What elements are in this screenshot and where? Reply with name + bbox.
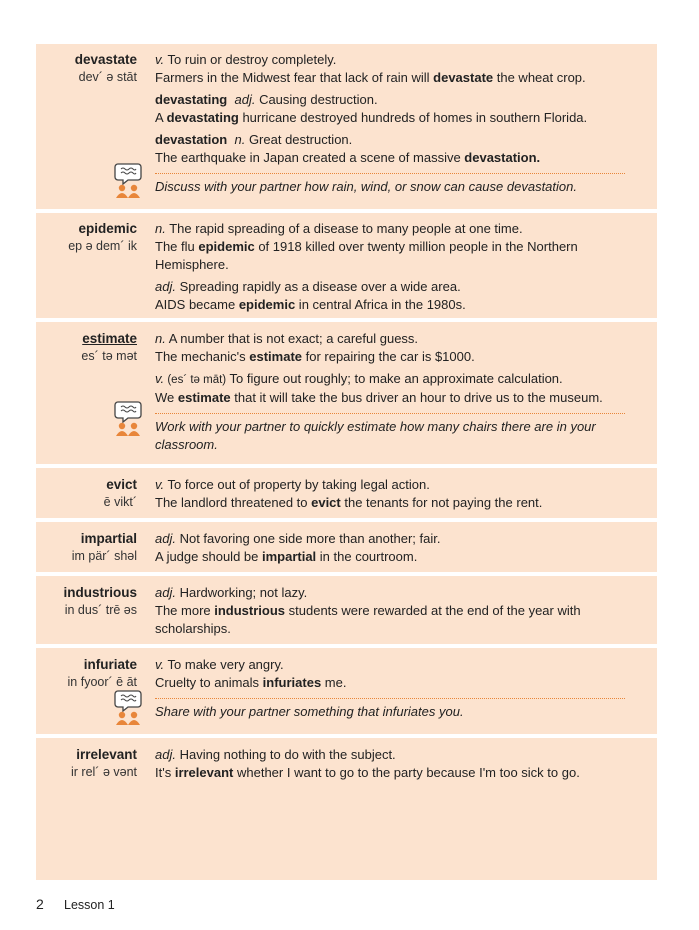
definition: devastation n. Great destruction.	[155, 132, 353, 147]
definition: v. To ruin or destroy completely.	[155, 52, 337, 67]
dotted-divider	[155, 698, 625, 699]
example-sentence: We estimate that it will take the bus driver an hour to drive us to the museum.	[155, 390, 603, 405]
definition: v. (es´ tə māt) To figure out roughly; to make an approximate calculation.	[155, 371, 563, 386]
entry-word: infuriate	[83, 657, 137, 672]
speech-bubble-partners-icon	[114, 400, 142, 438]
speech-bubble-partners-icon	[114, 689, 142, 727]
entry-word: industrious	[63, 585, 137, 600]
example-sentence: The flu epidemic of 1918 killed over twenty million people in the Northern Hemisphere.	[155, 239, 578, 272]
entry-pronunciation: in dus´ trē əs	[64, 603, 137, 617]
dotted-divider	[155, 413, 625, 414]
entry-devastate	[36, 44, 657, 209]
example-sentence: Farmers in the Midwest fear that lack of rain will devastate the wheat crop.	[155, 70, 586, 85]
entry-pronunciation: es´ tə mət	[81, 349, 137, 363]
example-sentence: AIDS became epidemic in central Africa in the 1980s.	[155, 297, 466, 312]
discussion-prompt: Work with your partner to quickly estimate how many chairs there are in your classroom.	[155, 419, 596, 452]
definition: adj. Spreading rapidly as a disease over a wide area.	[155, 279, 461, 294]
entry-pronunciation: ir rel´ ə vənt	[71, 765, 137, 779]
entry-pronunciation: ē vikt´	[103, 495, 137, 509]
entry-word: devastate	[74, 52, 137, 67]
entry-word: impartial	[80, 531, 137, 546]
entry-infuriate	[36, 648, 657, 734]
entry-word: evict	[106, 477, 137, 492]
definition: adj. Hardworking; not lazy.	[155, 585, 308, 600]
entry-industrious	[36, 576, 657, 644]
lesson-label: Lesson 1	[64, 898, 115, 912]
definition: adj. Not favoring one side more than another; fair.	[155, 531, 441, 546]
example-sentence: A judge should be impartial in the courtroom.	[155, 549, 418, 564]
definition: n. A number that is not exact; a careful guess.	[155, 331, 419, 346]
example-sentence: Cruelty to animals infuriates me.	[155, 675, 347, 690]
definition: v. To force out of property by taking legal action.	[155, 477, 430, 492]
page-number: 2	[36, 896, 44, 912]
example-sentence: The landlord threatened to evict the tenants for not paying the rent.	[155, 495, 543, 510]
discussion-prompt: Share with your partner something that infuriates you.	[155, 704, 464, 719]
entry-impartial	[36, 522, 657, 572]
entry-pronunciation: ep ə dem´ ik	[68, 239, 137, 253]
entry-word: estimate	[82, 331, 137, 346]
entry-word: irrelevant	[76, 747, 137, 762]
entry-irrelevant	[36, 738, 657, 880]
dotted-divider	[155, 173, 625, 174]
definition: n. The rapid spreading of a disease to many people at one time.	[155, 221, 523, 236]
entry-epidemic	[36, 213, 657, 318]
entry-pronunciation: in fyoor´ ē āt	[67, 675, 137, 689]
entry-evict	[36, 468, 657, 518]
definition: adj. Having nothing to do with the subject.	[155, 747, 396, 762]
entry-pronunciation: im pär´ shəl	[71, 549, 137, 563]
entry-estimate	[36, 322, 657, 464]
definition: devastating adj. Causing destruction.	[155, 92, 378, 107]
example-sentence: It's irrelevant whether I want to go to the party because I'm too sick to go.	[155, 765, 580, 780]
example-sentence: The mechanic's estimate for repairing the car is $1000.	[155, 349, 475, 364]
discussion-prompt: Discuss with your partner how rain, wind, or snow can cause devastation.	[155, 179, 577, 194]
entry-pronunciation: dev´ ə stāt	[78, 70, 137, 84]
speech-bubble-partners-icon	[114, 162, 142, 200]
example-sentence: The more industrious students were rewarded at the end of the year with scholarships.	[155, 603, 581, 636]
example-sentence: The earthquake in Japan created a scene of massive devastation.	[155, 150, 541, 165]
example-sentence: A devastating hurricane destroyed hundreds of homes in southern Florida.	[155, 110, 588, 125]
definition: v. To make very angry.	[155, 657, 284, 672]
entry-word: epidemic	[78, 221, 137, 236]
